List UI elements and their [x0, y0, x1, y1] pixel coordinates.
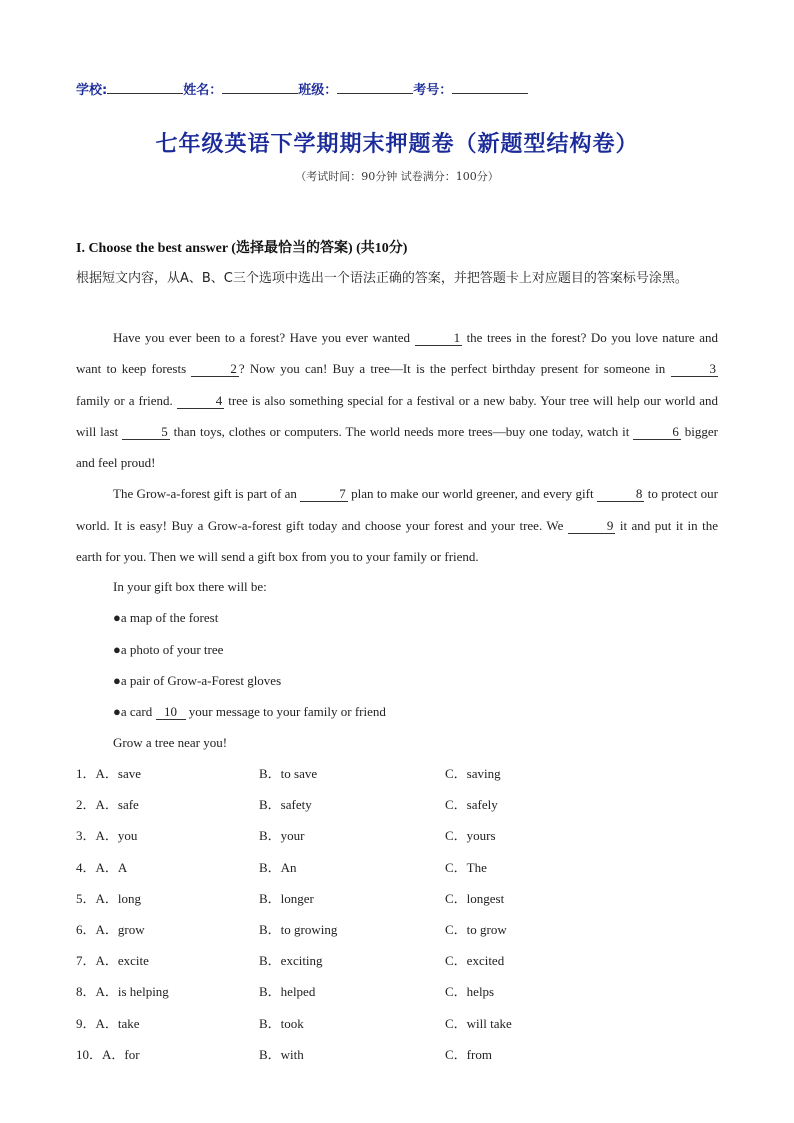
option-a: 3．A．you — [76, 828, 138, 844]
option-c: C．helps — [445, 984, 495, 1000]
option-c: C．will take — [445, 1015, 512, 1031]
page-subtitle: （考试时间：90分钟 试卷满分：100分） — [295, 170, 499, 183]
option-c: C．excited — [445, 953, 505, 969]
exam-no-label: 考号： — [413, 83, 453, 98]
passage-text: to protect our world. It is easy! Buy a Grow-a-forest gift today and choose your forest and your tree. We — [76, 486, 718, 533]
blank-4: 4 — [177, 393, 225, 409]
reading-passage — [76, 322, 718, 572]
list-item-text: ●a card — [113, 704, 156, 720]
option-c: C．saving — [445, 766, 501, 781]
list-item: ●a map of the forest — [113, 610, 219, 626]
option-c: C．yours — [445, 828, 496, 844]
option-c: C．longest — [445, 890, 505, 906]
school-blank[interactable] — [107, 81, 183, 94]
section-heading: I. Choose the best answer (选择最恰当的答案) (共10分) — [76, 241, 408, 256]
blank-7: 7 — [300, 486, 348, 502]
class-label: 班级： — [298, 83, 338, 98]
option-c: C．safely — [445, 797, 498, 813]
option-b: B．your — [259, 828, 305, 844]
list-item — [113, 696, 386, 727]
passage-text: than toys, clothes or computers. The world needs more trees—buy one today, watch it — [169, 423, 634, 439]
option-b: B．with — [259, 1046, 304, 1062]
option-b: B．helped — [259, 984, 316, 1000]
passage-paragraph-2 — [76, 478, 718, 572]
blank-3: 3 — [671, 361, 719, 377]
option-b: B．safety — [259, 797, 312, 813]
blank-5: 5 — [122, 424, 170, 440]
blank-10: 10 — [156, 704, 186, 720]
blank-2: 2 — [191, 361, 239, 377]
list-item: ●a pair of Grow-a-Forest gloves — [113, 672, 282, 688]
option-a: 5．A．long — [76, 890, 142, 906]
question-row — [76, 1039, 716, 1070]
option-a: 6．A．grow — [76, 921, 145, 937]
option-b: B．exciting — [259, 953, 323, 969]
question-row — [76, 914, 716, 945]
option-b: B．to growing — [259, 921, 338, 937]
passage-text: family or a friend. — [76, 392, 177, 408]
blank-9: 9 — [568, 518, 616, 534]
option-a: 8．A．is helping — [76, 984, 169, 1000]
question-row — [76, 976, 716, 1007]
question-row — [76, 789, 716, 820]
blank-1: 1 — [415, 330, 463, 346]
name-blank[interactable] — [222, 81, 298, 94]
option-a: 9．A．take — [76, 1015, 140, 1031]
section-instruction: 根据短文内容，从A、B、C三个选项中选出一个语法正确的答案，并把答题卡上对应题目的答案标号涂黑。 — [76, 271, 688, 286]
blank-6: 6 — [633, 424, 681, 440]
passage-text: The Grow-a-forest gift is part of an — [113, 486, 301, 502]
option-a: 10．A．for — [76, 1046, 140, 1062]
option-b: B．took — [259, 1015, 304, 1031]
question-row — [76, 820, 716, 851]
question-row — [76, 852, 716, 883]
list-item: ●a photo of your tree — [113, 641, 224, 657]
option-c: C．from — [445, 1046, 492, 1062]
name-label: 姓名： — [183, 83, 223, 98]
option-b: B．to save — [259, 766, 318, 781]
blank-8: 8 — [597, 486, 645, 502]
question-row — [76, 1008, 716, 1039]
school-label: 学校: — [76, 83, 108, 98]
gift-box-intro: In your gift box there will be: — [113, 579, 267, 594]
gift-box-closing: Grow a tree near you! — [113, 735, 228, 751]
option-c: C．to grow — [445, 921, 507, 937]
option-c: C．The — [445, 859, 487, 875]
passage-text: it and put it in the earth for you. Then we will send a gift box from you to your family or friend. — [76, 517, 718, 565]
passage-text: bigger and feel proud! — [76, 423, 718, 471]
passage-text: tree is also something special for a festival or a new baby. Your tree will help our world and will last — [76, 392, 718, 439]
option-a: 7．A．excite — [76, 953, 149, 969]
option-b: B．longer — [259, 890, 314, 906]
passage-text: the trees in the forest? Do you love nature and want to keep forests — [76, 330, 718, 377]
option-a: 4．A．A — [76, 859, 128, 875]
question-row — [76, 945, 716, 976]
exam-header-fields — [76, 79, 528, 98]
passage-text: plan to make our world greener, and every gift — [347, 486, 597, 502]
passage-paragraph-1 — [76, 322, 718, 478]
page-title: 七年级英语下学期期末押题卷（新题型结构卷） — [155, 131, 639, 157]
option-a: 1．A．save — [76, 766, 141, 781]
question-row — [76, 883, 716, 914]
list-item-text: your message to your family or friend — [185, 704, 386, 720]
class-blank[interactable] — [337, 81, 413, 94]
gift-box-list — [113, 571, 386, 759]
option-b: B．An — [259, 859, 297, 875]
answer-options — [76, 758, 716, 1070]
option-a: 2．A．safe — [76, 797, 139, 813]
passage-text: Have you ever been to a forest? Have you ever wanted — [113, 330, 415, 345]
exam-no-blank[interactable] — [452, 81, 528, 94]
passage-text: ? Now you can! Buy a tree—It is the perfect birthday present for someone in — [238, 361, 671, 377]
question-row — [76, 758, 716, 789]
